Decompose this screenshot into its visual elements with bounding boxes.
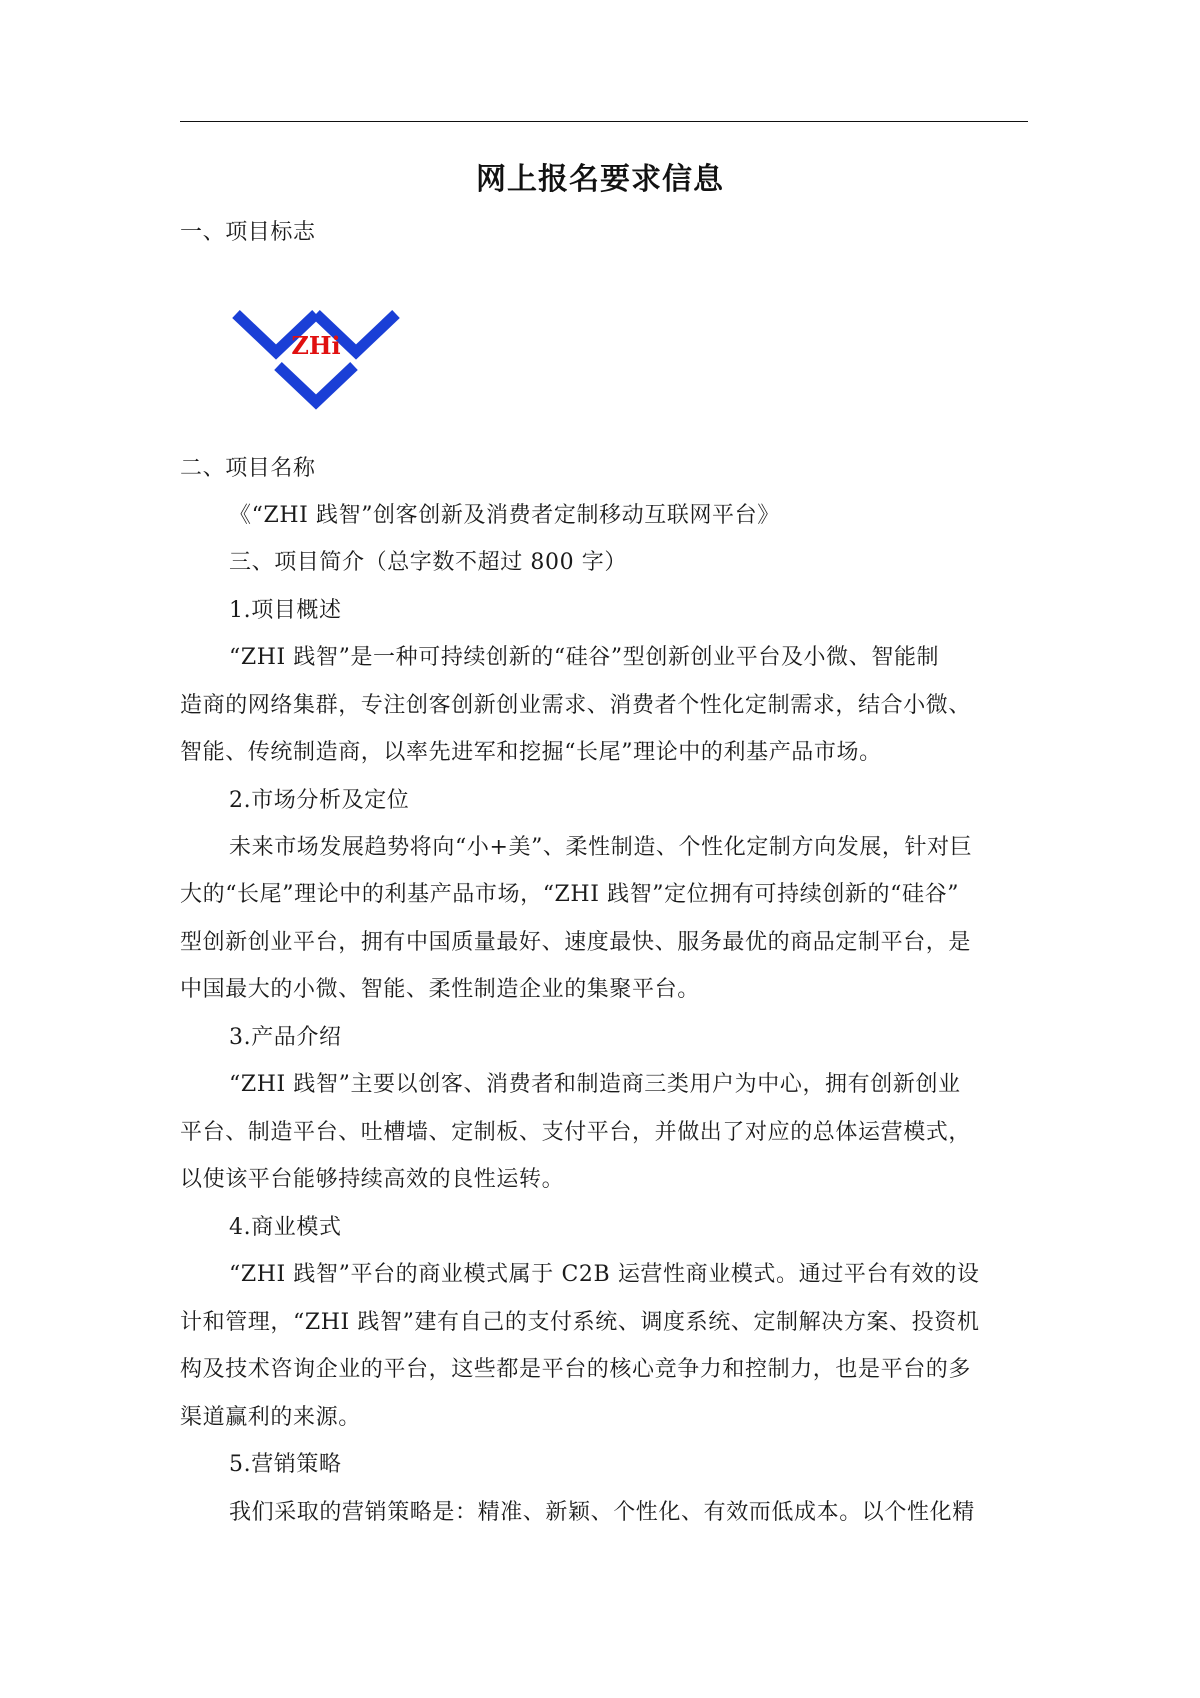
sub2-line: 中国最大的小微、智能、柔性制造企业的集聚平台。 [180,977,700,1002]
sub4-line: “ZHI 践智”平台的商业模式属于 C2B 运营性商业模式。通过平台有效的设 [229,1262,980,1287]
logo-chevron-bottom [278,366,354,402]
sub3-line: 平台、制造平台、吐槽墙、定制板、支付平台，并做出了对应的总体运营模式， [180,1120,972,1145]
sub1-heading: 1.项目概述 [229,598,342,623]
sub1-line: 智能、传统制造商，以率先进军和挖掘“长尾”理论中的利基产品市场。 [180,740,882,765]
sub2-line: 型创新创业平台，拥有中国质量最好、速度最快、服务最优的商品定制平台，是 [180,930,972,955]
sub3-line: “ZHI 践智”主要以创客、消费者和制造商三类用户为中心，拥有创新创业 [229,1072,961,1097]
sub4-heading: 4.商业模式 [229,1215,342,1240]
sub3-heading: 3.产品介绍 [229,1025,342,1050]
header-rule [180,121,1028,122]
project-name: 《“ZHI 践智”创客创新及消费者定制移动互联网平台》 [229,503,780,528]
sub2-line: 未来市场发展趋势将向“小+美”、柔性制造、个性化定制方向发展，针对巨 [229,835,973,860]
sub1-line: “ZHI 践智”是一种可持续创新的“硅谷”型创新创业平台及小微、智能制 [229,645,940,670]
page-title: 网上报名要求信息 [476,162,724,197]
sub2-line: 大的“长尾”理论中的利基产品市场，“ZHI 践智”定位拥有可持续创新的“硅谷” [180,882,960,907]
sub2-heading: 2.市场分析及定位 [229,788,410,813]
sub3-line: 以使该平台能够持续高效的良性运转。 [180,1167,565,1192]
section1-heading: 一、项目标志 [180,220,316,245]
sub5-heading: 5.营销策略 [229,1452,342,1477]
logo-text: ZHi [291,331,341,360]
sub4-line: 渠道赢利的来源。 [180,1405,361,1430]
sub4-line: 计和管理，“ZHI 践智”建有自己的支付系统、调度系统、定制解决方案、投资机 [180,1310,980,1335]
section3-heading: 三、项目简介（总字数不超过 800 字） [229,550,627,575]
sub1-line: 造商的网络集群，专注创客创新创业需求、消费者个性化定制需求，结合小微、 [180,693,972,718]
project-logo [230,306,402,410]
sub5-line: 我们采取的营销策略是：精准、新颖、个性化、有效而低成本。以个性化精 [229,1500,975,1525]
sub4-line: 构及技术咨询企业的平台，这些都是平台的核心竞争力和控制力，也是平台的多 [180,1357,972,1382]
section2-heading: 二、项目名称 [180,456,316,481]
